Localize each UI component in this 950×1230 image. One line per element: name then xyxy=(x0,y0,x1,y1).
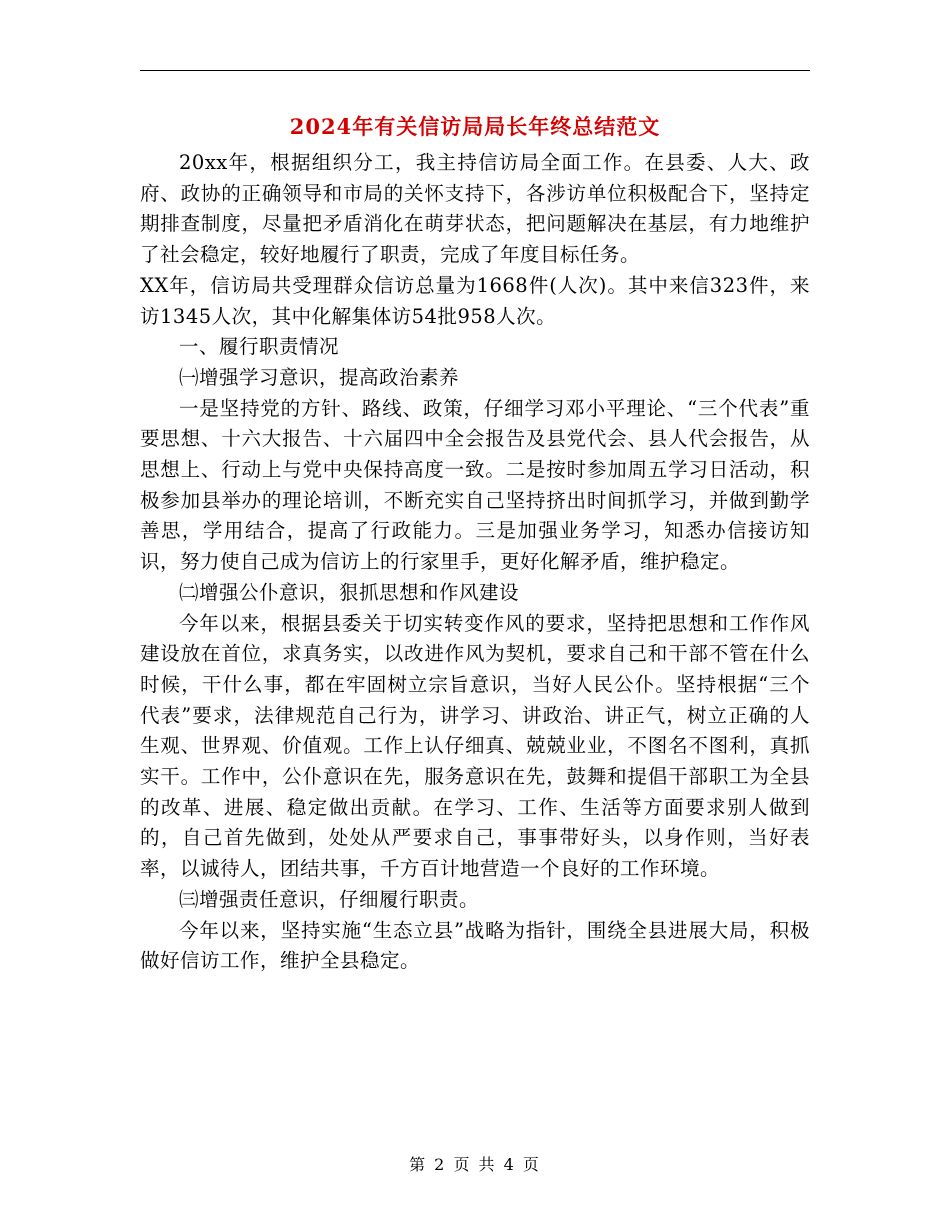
document-title: 2024年有关信访局局长年终总结范文 xyxy=(289,114,661,139)
subsection-heading-3: ㈢增强责任意识，仔细履行职责。 xyxy=(179,887,480,911)
section-heading: 一、履行职责情况 xyxy=(179,335,340,359)
paragraph-responsibility: 今年以来，坚持实施“生态立县”战略为指针，围绕全县进展大局，积极做好信访工作，维护全县稳定。 xyxy=(140,918,810,973)
paragraph-study: 一是坚持党的方针、路线、政策，仔细学习邓小平理论、“三个代表”重要思想、十六大报告、十六届四中全会报告及县党代会、县人代会报告，从思想上、行动上与党中央保持高度一致。二是按时参加周五学习日活动，积极参加县举办的理论培训，不断充实自己坚持挤出时间抓学习，并做到勤学善思，学用结合，提高了行政能力。三是加强业务学习，知悉办信接访知识，努力使自己成为信访上的行家里手，更好化解矛盾，维护稳定。 xyxy=(140,396,810,574)
subsection-heading-2: ㈡增强公仆意识，狠抓思想和作风建设 xyxy=(179,580,520,604)
paragraph-statistics: XX年，信访局共受理群众信访总量为1668件(人次)。其中来信323件，来访1345人次，其中化解集体访54批958人次。 xyxy=(140,273,810,328)
header-rule xyxy=(140,70,810,71)
paragraph-intro: 20xx年，根据组织分工，我主持信访局全面工作。在县委、人大、政府、政协的正确领导和市局的关怀支持下，各涉访单位积极配合下，坚持定期排查制度，尽量把矛盾消化在萌芽状态，把问题解决在基层，有力地维护了社会稳定，较好地履行了职责，完成了年度目标任务。 xyxy=(140,151,810,267)
subsection-heading-1: ㈠增强学习意识，提高政治素养 xyxy=(179,365,460,389)
document-body xyxy=(140,148,810,977)
page-number-footer: 第 2 页 共 4 页 xyxy=(409,1155,541,1174)
paragraph-work-style: 今年以来，根据县委关于切实转变作风的要求，坚持把思想和工作作风建设放在首位，求真务实，以改进作风为契机，要求自己和干部不管在什么时候，干什么事，都在牢固树立宗旨意识，当好人民公仆。坚持根据“三个代表”要求，法律规范自己行为，讲学习、讲政治、讲正气，树立正确的人生观、世界观、价值观。工作上认仔细真、兢兢业业，不图名不图利，真抓实干。工作中，公仆意识在先，服务意识在先，鼓舞和提倡干部职工为全县的改革、进展、稳定做出贡献。在学习、工作、生活等方面要求别人做到的，自己首先做到，处处从严要求自己，事事带好头，以身作则，当好表率，以诚待人，团结共事，千方百计地营造一个良好的工作环境。 xyxy=(140,611,810,881)
